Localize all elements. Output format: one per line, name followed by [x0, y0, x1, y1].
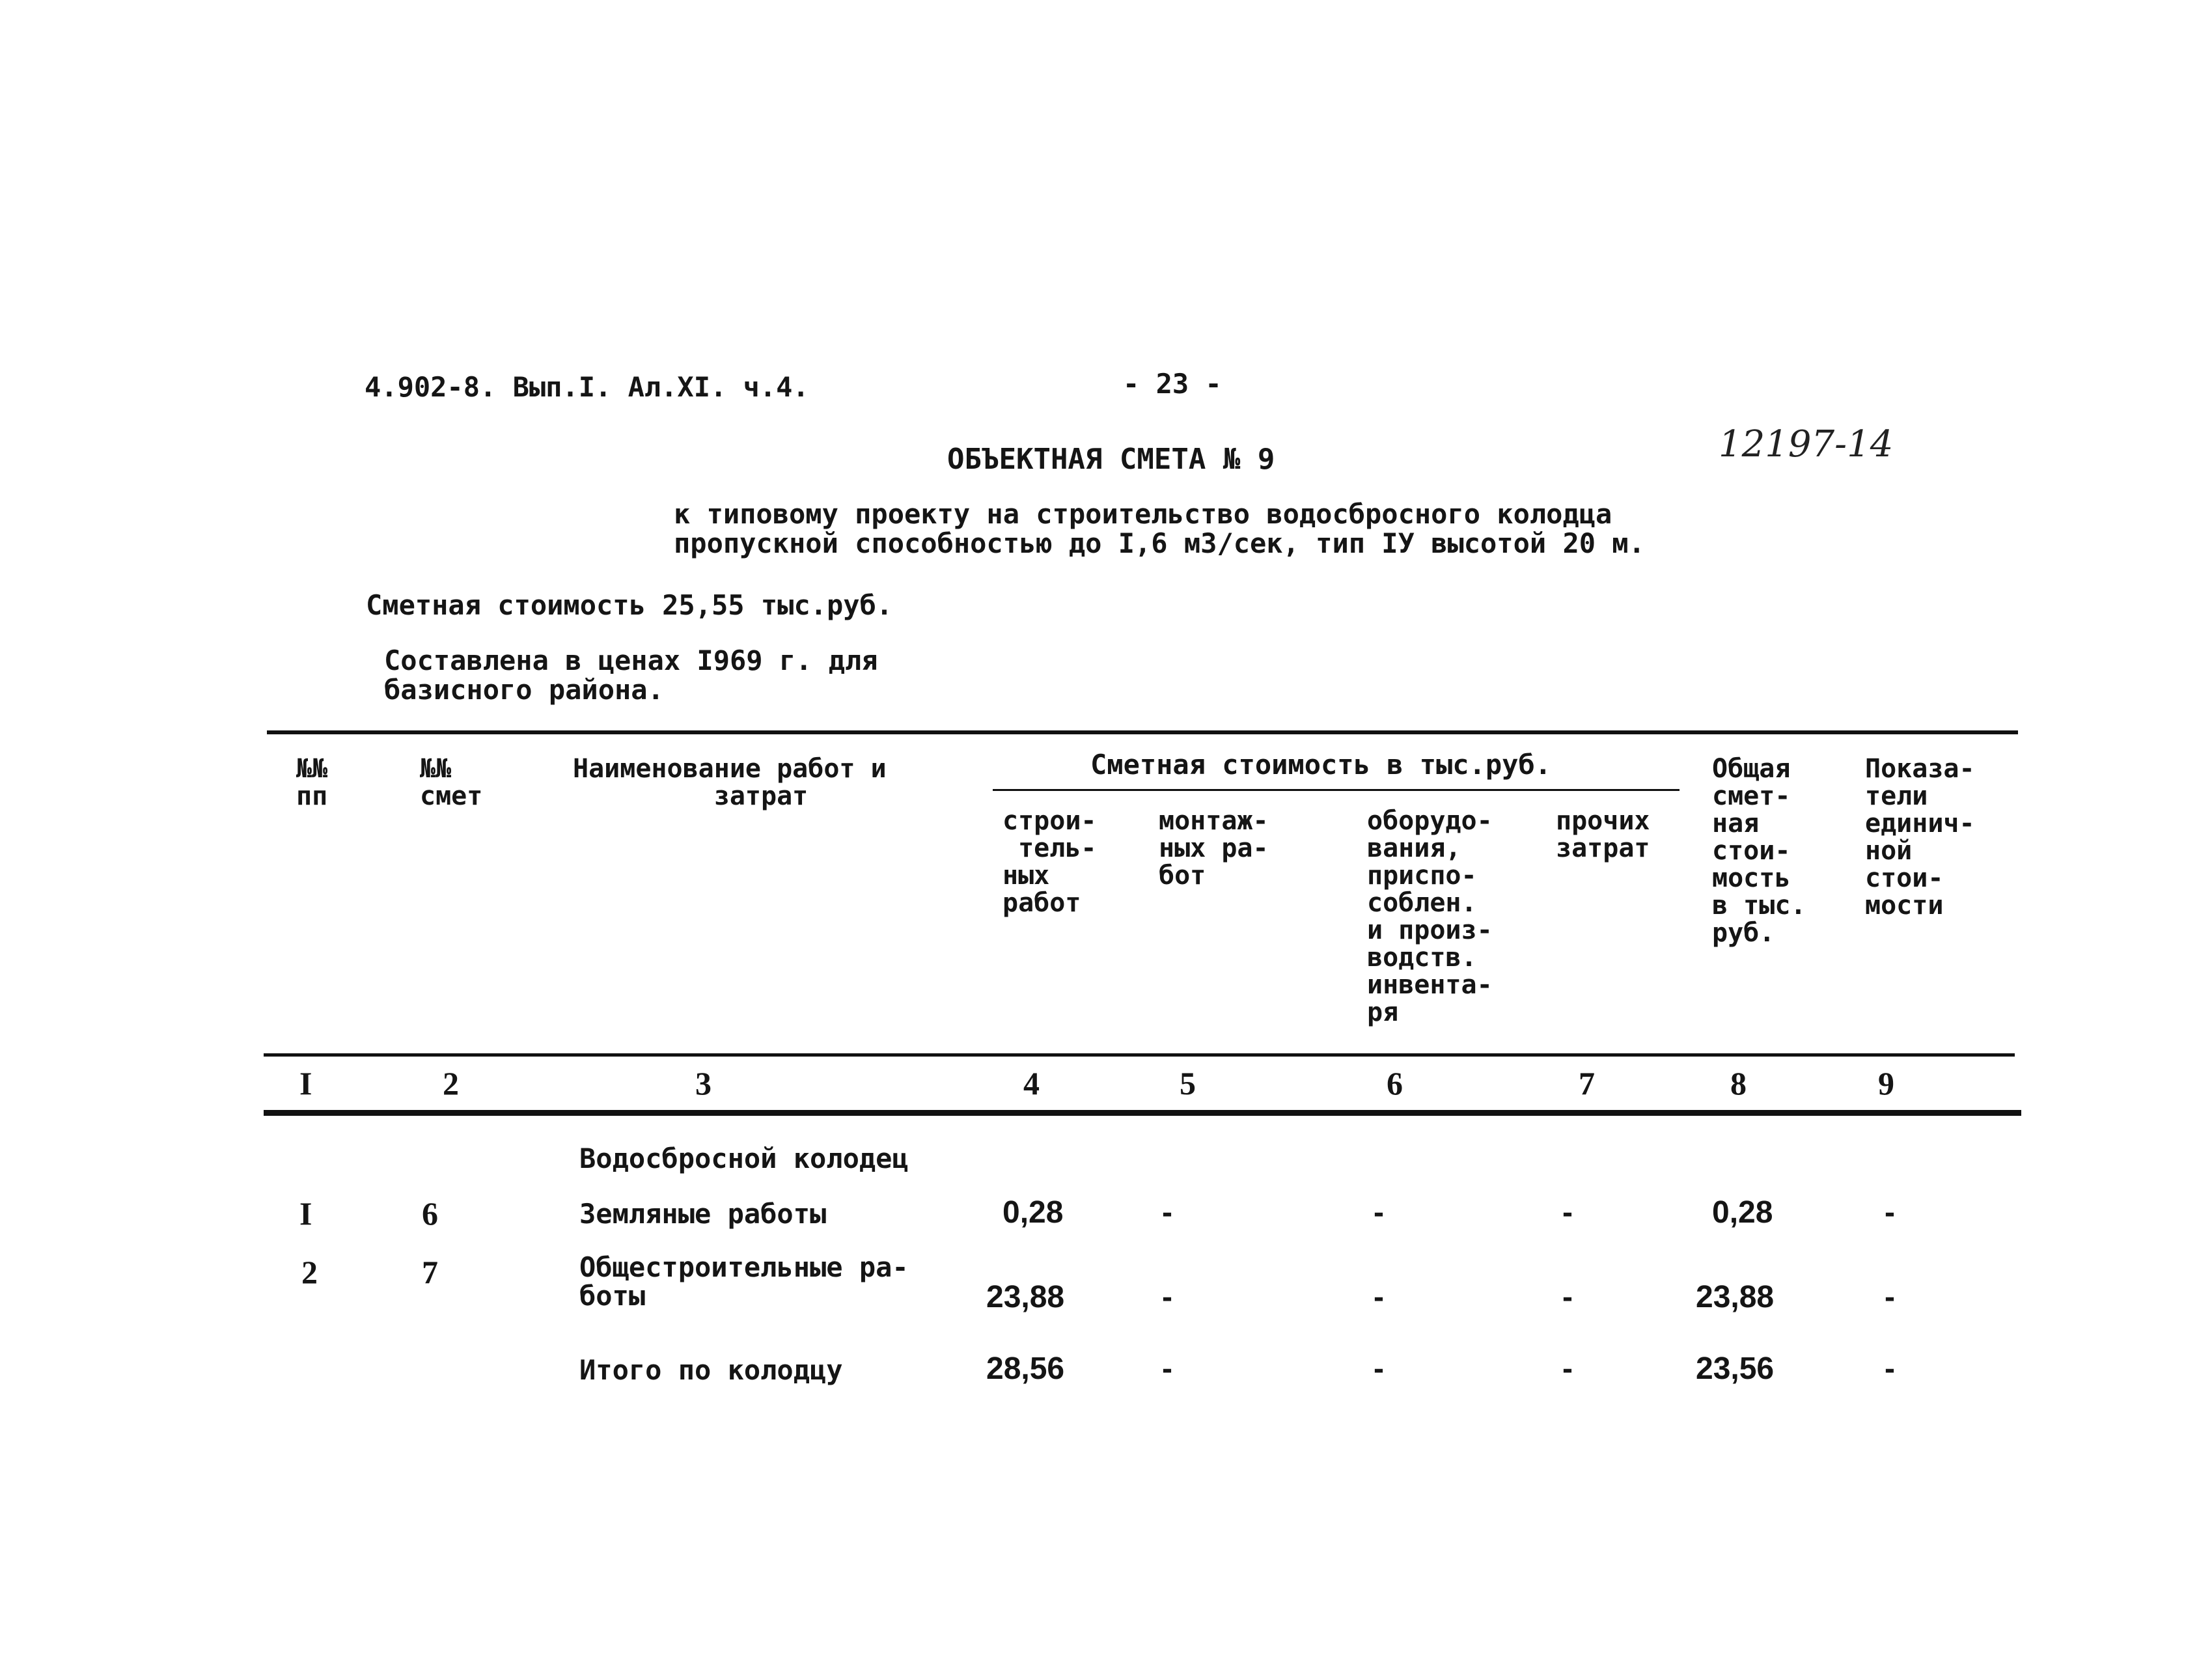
subtitle-line-2: пропускной способностью до I,6 м3/сек, тип IУ высотой 20 м. — [674, 527, 1645, 559]
estimate-number: 7 — [422, 1254, 438, 1290]
column-number-7: 7 — [1579, 1065, 1595, 1101]
header-row-number: №№ пп — [296, 754, 328, 811]
installation-cost: - — [1162, 1195, 1172, 1230]
total-cost: 23,56 — [1696, 1351, 1775, 1386]
construction-cost: 0,28 — [1002, 1195, 1064, 1230]
document-code: 4.902-8. Вып.I. Ал.XI. ч.4. — [365, 371, 809, 403]
header-estimate-number: №№ смет — [420, 754, 483, 811]
document-title: ОБЪЕКТНАЯ СМЕТА № 9 — [947, 443, 1275, 476]
column-number-3: 3 — [695, 1065, 712, 1101]
table-top-rule — [267, 730, 2018, 734]
other-cost: - — [1562, 1195, 1573, 1230]
subtitle-line-1: к типовому проекту на строительство водосбросного колодца — [674, 498, 1612, 530]
column-number-2: 2 — [443, 1065, 459, 1101]
construction-cost: 28,56 — [986, 1351, 1065, 1386]
column-number-9: 9 — [1878, 1065, 1894, 1101]
unit-cost-indicator: - — [1885, 1195, 1895, 1230]
total-cost: 23,88 — [1696, 1280, 1775, 1314]
column-number-6: 6 — [1387, 1065, 1403, 1101]
estimated-cost: Сметная стоимость 25,55 тыс.руб. — [366, 589, 893, 621]
header-other-costs: прочих затрат — [1556, 806, 1650, 863]
other-cost: - — [1562, 1351, 1573, 1386]
compiled-line-1: Составлена в ценах I969 г. для — [384, 644, 878, 676]
construction-cost: 23,88 — [986, 1280, 1065, 1314]
handwritten-code: 12197-14 — [1719, 423, 1894, 465]
installation-cost: - — [1162, 1280, 1172, 1314]
installation-cost: - — [1162, 1351, 1172, 1386]
column-number-5: 5 — [1180, 1065, 1196, 1101]
group-header-rule — [993, 789, 1680, 791]
total-cost: 0,28 — [1712, 1195, 1773, 1230]
column-numbers-rule — [264, 1110, 2021, 1116]
column-number-1: I — [299, 1065, 312, 1101]
header-total-cost: Общая смет- ная стои- мость в тыс. руб. — [1712, 754, 1806, 948]
header-bottom-rule — [264, 1053, 2015, 1057]
row-number: I — [299, 1195, 312, 1232]
work-name: Общестроительные ра- боты — [579, 1251, 909, 1312]
compiled-line-2: базисного района. — [384, 674, 664, 706]
row-number: 2 — [301, 1254, 318, 1290]
unit-cost-indicator: - — [1885, 1280, 1895, 1314]
estimate-number: 6 — [422, 1195, 438, 1232]
header-unit-cost-indicators: Показа- тели единич- ной стои- мости — [1865, 754, 1975, 921]
equipment-cost: - — [1374, 1280, 1384, 1314]
total-label: Итого по колодцу — [579, 1354, 843, 1386]
header-work-name: Наименование работ и затрат — [573, 754, 887, 811]
unit-cost-indicator: - — [1885, 1351, 1895, 1386]
column-number-4: 4 — [1023, 1065, 1040, 1101]
page-number: - 23 - — [1123, 368, 1222, 400]
column-number-8: 8 — [1730, 1065, 1747, 1101]
work-name: Земляные работы — [579, 1198, 827, 1230]
section-title: Водосбросной колодец — [579, 1143, 909, 1174]
header-equipment: оборудо- вания, приспо- соблен. и произ- водств. инвента- ря — [1367, 806, 1493, 1027]
header-installation-works: монтаж- ных ра- бот — [1159, 806, 1269, 891]
equipment-cost: - — [1374, 1195, 1384, 1230]
header-cost-group: Сметная стоимость в тыс.руб. — [1090, 749, 1552, 781]
other-cost: - — [1562, 1280, 1573, 1314]
header-construction-works: строи- тель- ных работ — [1002, 806, 1097, 918]
equipment-cost: - — [1374, 1351, 1384, 1386]
